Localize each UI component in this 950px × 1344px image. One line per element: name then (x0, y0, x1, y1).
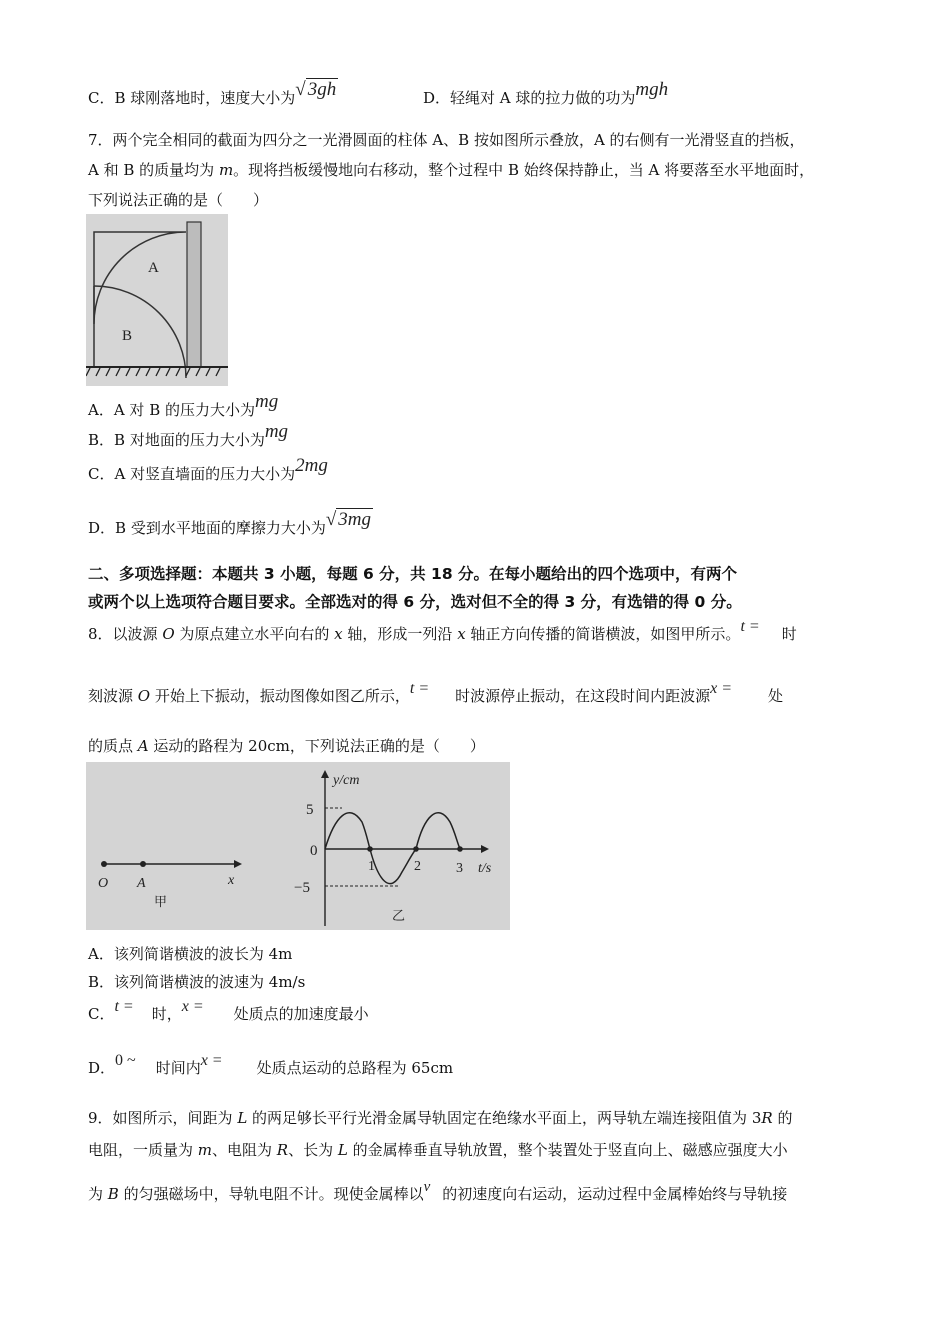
jia-point-o (101, 861, 107, 867)
q8-stem-line2: 刻波源 O 开始上下振动，振动图像如图乙所示，t = 时波源停止振动，在这段时间内距波源x = 处 (88, 680, 784, 705)
q6-option-d-formula: mgh (635, 79, 669, 100)
section2-heading-line2: 或两个以上选项符合题目要求。全部选对的得 6 分，选对但不全的得 3 分，有选错的得 0 分。 (88, 593, 742, 611)
q7-figure-background (86, 214, 228, 386)
q7-option-d: D．B 受到水平地面的摩擦力大小为√ 3mg (88, 509, 371, 537)
q9-stem-line1: 9．如图所示，间距为 L 的两足够长平行光滑金属导轨固定在绝缘水平面上，两导轨左端连接阻值为 3R 的 (88, 1109, 793, 1127)
yi-tick-1 (367, 846, 373, 852)
q7-option-a: A．A 对 B 的压力大小为mg (88, 391, 279, 419)
q8-option-d: D．0 ~ 时间内x = 处质点运动的总路程为 65cm (88, 1052, 454, 1077)
q8-option-a: A．该列简谐横波的波长为 4m (88, 945, 293, 963)
yi-tick-label-0: 0 (310, 843, 318, 859)
q6-option-c: C．B 球刚落地时，速度大小为√ 3gh (88, 79, 337, 107)
q8-option-b: B．该列简谐横波的波速为 4m/s (88, 973, 306, 991)
yi-y-label: y/cm (333, 773, 360, 788)
yi-tick-label-2: 2 (414, 859, 421, 874)
q6-option-d: D．轻绳对 A 球的拉力做的功为mgh (423, 79, 669, 107)
yi-tick-3 (457, 846, 463, 852)
yi-tick-label-3: 3 (456, 861, 463, 876)
q7-figure (86, 214, 228, 386)
q7-stem-line1: 7．两个完全相同的截面为四分之一光滑圆面的柱体 A、B 按如图所示叠放，A 的右侧有一光滑竖直的挡板， (88, 131, 805, 149)
yi-tick-label-5: 5 (306, 802, 314, 818)
q6-option-c-formula: √ 3gh (295, 79, 337, 100)
vertical-baffle (187, 222, 201, 367)
q9-stem-line2: 电阻，一质量为 m、电阻为 R、长为 L 的金属棒垂直导轨放置，整个装置处于竖直向上、磁感应强度大小 (88, 1141, 788, 1159)
label-a: A (148, 260, 159, 276)
section2-heading-line1: 二、多项选择题：本题共 3 小题，每题 6 分，共 18 分。在每小题给出的四个选项中，有两个 (88, 565, 738, 583)
q8-stem-line3: 的质点 A 运动的路程为 20cm，下列说法正确的是（ ） (88, 737, 485, 755)
q9-stem-line3: 为 B 的匀强磁场中，导轨电阻不计。现使金属棒以v 的初速度向右运动，运动过程中金属棒始终与导轨接 (88, 1179, 788, 1203)
jia-caption: 甲 (154, 895, 168, 910)
yi-tick-label-1: 1 (368, 859, 375, 874)
q7-option-c: C．A 对竖直墙面的压力大小为2mg (88, 455, 328, 483)
yi-tick-label-minus5: −5 (294, 880, 310, 896)
q8-stem-line1: 8．以波源 O 为原点建立水平向右的 x 轴，形成一列沿 x 轴正方向传播的简谐横波，如图甲所示。t = 时 (88, 618, 797, 643)
q8-figure-background (86, 762, 510, 930)
yi-t-label: t/s (478, 861, 492, 876)
q8-option-c: C．t = 时，x = 处质点的加速度最小 (88, 998, 369, 1023)
jia-label-x: x (228, 873, 235, 888)
q7-stem-line3: 下列说法正确的是（ ） (88, 191, 269, 209)
jia-label-a: A (137, 876, 146, 891)
yi-caption: 乙 (392, 909, 406, 924)
q7-option-b: B．B 对地面的压力大小为mg (88, 421, 289, 449)
jia-label-o: O (98, 876, 109, 891)
q8-figure (86, 762, 510, 930)
q7-stem-line2: A 和 B 的质量均为 m。现将挡板缓慢地向右移动，整个过程中 B 始终保持静止，当 A 将要落至水平地面时， (88, 161, 815, 179)
yi-tick-2 (413, 846, 419, 852)
jia-point-a (140, 861, 146, 867)
label-b: B (122, 328, 133, 344)
